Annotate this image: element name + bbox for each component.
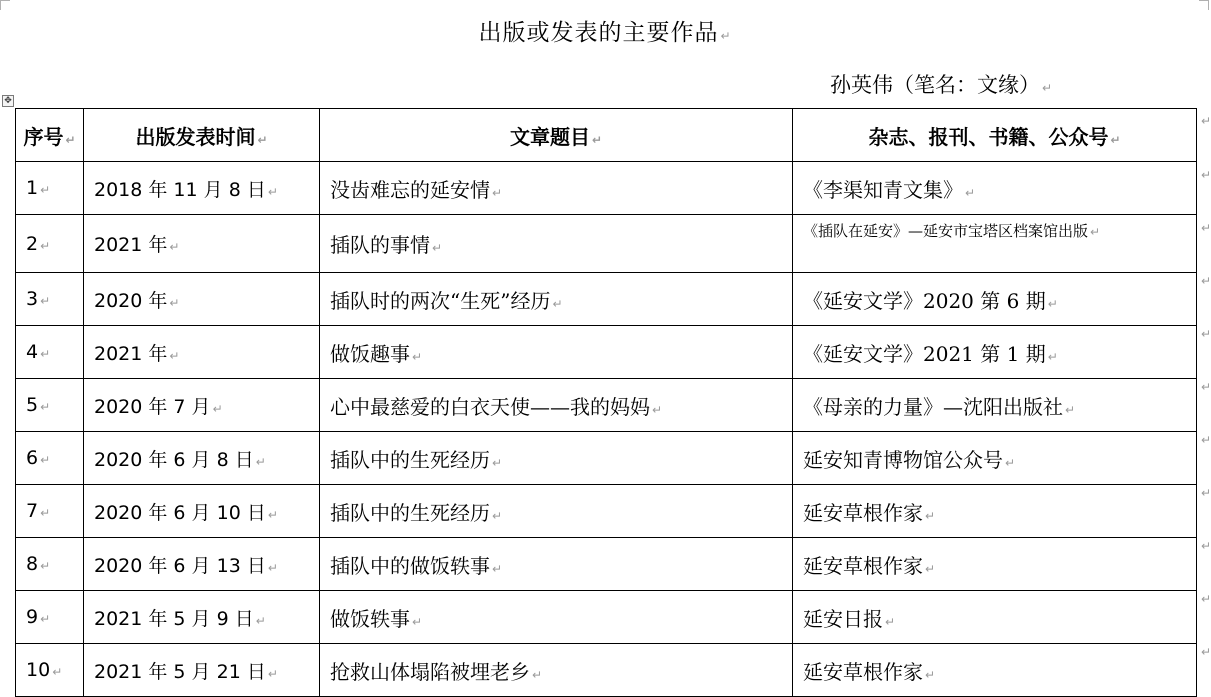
table-row [16, 326, 1197, 379]
header-index[interactable]: 序号 ↵ [16, 109, 84, 162]
paragraph-mark-icon: ↵ [40, 294, 51, 308]
paragraph-mark-icon: ↵ [412, 349, 423, 364]
paragraph-mark-icon: ↵ [591, 132, 603, 147]
table-row [16, 273, 1197, 326]
paragraph-mark-icon: ↵ [925, 561, 936, 576]
paragraph-mark-icon: ↵ [169, 240, 180, 254]
cell-index[interactable]: 8 ↵ [16, 538, 84, 591]
paragraph-mark-icon: ↵ [965, 185, 976, 200]
paragraph-mark-icon: ↵ [40, 347, 51, 361]
cell-publication[interactable]: 延安草根作家 ↵ [793, 538, 1197, 591]
paragraph-mark-icon: ↵ [652, 402, 663, 417]
paragraph-mark-icon: ↵ [1110, 132, 1121, 147]
page-corner-mark-left [0, 0, 10, 10]
document-title[interactable] [0, 14, 1210, 47]
header-title[interactable]: 文章题目 ↵ [320, 109, 793, 162]
cell-publication[interactable]: 延安知青博物馆公众号 ↵ [793, 432, 1197, 485]
cell-index[interactable]: 7 ↵ [16, 485, 84, 538]
table-row [16, 485, 1197, 538]
paragraph-mark-icon: ↵ [885, 614, 896, 629]
cell-index[interactable]: 10 ↵ [16, 644, 84, 697]
cell-date[interactable]: 2020 年 6 月 10 日 ↵ [84, 485, 320, 538]
row-end-mark-icon: ↵ [1201, 486, 1211, 500]
paragraph-mark-icon: ↵ [925, 508, 936, 523]
cell-date[interactable]: 2020 年 7 月 ↵ [84, 379, 320, 432]
header-publication[interactable]: 杂志、报刊、书籍、公众号 ↵ [793, 109, 1197, 162]
paragraph-mark-icon: ↵ [492, 185, 503, 200]
row-end-mark-icon: ↵ [1201, 592, 1211, 606]
table-row [16, 644, 1197, 697]
paragraph-mark-icon: ↵ [267, 507, 278, 522]
cell-publication[interactable]: 延安草根作家 ↵ [793, 644, 1197, 697]
cell-date[interactable]: 2021 年 5 月 9 日 ↵ [84, 591, 320, 644]
paragraph-mark-icon: ↵ [492, 561, 503, 576]
paragraph-mark-icon: ↵ [40, 238, 51, 253]
cell-publication[interactable]: 《延安文学》2020 第 6 期 ↵ [793, 273, 1197, 326]
paragraph-mark-icon: ↵ [1065, 402, 1076, 417]
paragraph-mark-icon: ↵ [257, 132, 268, 147]
paragraph-mark-icon: ↵ [552, 296, 563, 311]
cell-title[interactable]: 抢救山体塌陷被埋老乡 ↵ [320, 644, 793, 697]
paragraph-mark-icon: ↵ [65, 132, 76, 147]
row-end-mark-icon: ↵ [1201, 433, 1211, 447]
paragraph-mark-icon: ↵ [492, 508, 503, 523]
paragraph-mark-icon: ↵ [255, 613, 266, 628]
table-row [16, 215, 1197, 273]
paragraph-mark-icon: ↵ [169, 295, 180, 310]
cell-publication[interactable]: 延安日报 ↵ [793, 591, 1197, 644]
paragraph-mark-icon: ↵ [52, 665, 63, 679]
paragraph-mark-icon: ↵ [1047, 349, 1058, 364]
paragraph-mark-icon: ↵ [40, 183, 51, 197]
cell-title[interactable]: 没齿难忘的延安情 ↵ [320, 162, 793, 215]
cell-date[interactable]: 2021 年 ↵ [84, 215, 320, 273]
cell-publication[interactable]: 延安草根作家 ↵ [793, 485, 1197, 538]
paragraph-mark-icon: ↵ [1042, 81, 1053, 95]
row-end-mark-icon: ↵ [1201, 539, 1211, 553]
works-table [15, 108, 1197, 697]
paragraph-mark-icon: ↵ [212, 401, 223, 416]
paragraph-mark-icon: ↵ [169, 348, 180, 363]
document-title-text: 出版或发表的主要作品 [478, 20, 719, 46]
row-end-mark-icon: ↵ [1201, 221, 1211, 235]
paragraph-mark-icon: ↵ [432, 241, 443, 255]
paragraph-mark-icon: ↵ [412, 614, 423, 629]
paragraph-mark-icon: ↵ [532, 667, 543, 682]
paragraph-mark-icon: ↵ [267, 560, 278, 575]
cell-date[interactable]: 2021 年 ↵ [84, 326, 320, 379]
paragraph-mark-icon: ↵ [40, 453, 51, 467]
cell-date[interactable]: 2020 年 6 月 8 日 ↵ [84, 432, 320, 485]
paragraph-mark-icon: ↵ [40, 506, 51, 520]
paragraph-mark-icon: ↵ [267, 184, 278, 199]
cell-publication[interactable]: 《延安文学》2021 第 1 期 ↵ [793, 326, 1197, 379]
table-row [16, 379, 1197, 432]
cell-title[interactable]: 做饭轶事 ↵ [320, 591, 793, 644]
paragraph-mark-icon: ↵ [40, 400, 51, 414]
cell-date[interactable]: 2020 年 6 月 13 日 ↵ [84, 538, 320, 591]
row-end-mark-icon: ↵ [1201, 168, 1211, 182]
table-row [16, 432, 1197, 485]
paragraph-mark-icon: ↵ [1090, 225, 1101, 239]
cell-title[interactable]: 做饭趣事 ↵ [320, 326, 793, 379]
cell-index[interactable]: 4 ↵ [16, 326, 84, 379]
paragraph-mark-icon: ↵ [40, 612, 51, 626]
cell-title[interactable]: 插队中的做饭轶事 ↵ [320, 538, 793, 591]
paragraph-mark-icon: ↵ [720, 29, 732, 43]
row-end-mark-icon: ↵ [1201, 114, 1211, 128]
cell-date[interactable]: 2018 年 11 月 8 日 ↵ [84, 162, 320, 215]
cell-title[interactable]: 心中最慈爱的白衣天使——我的妈妈 ↵ [320, 379, 793, 432]
cell-publication[interactable]: 《母亲的力量》—沈阳出版社 ↵ [793, 379, 1197, 432]
author-line[interactable] [830, 69, 1052, 99]
page-corner-mark-right [1199, 0, 1209, 10]
paragraph-mark-icon: ↵ [255, 454, 266, 469]
table-move-handle-icon[interactable]: ✥ [2, 95, 14, 107]
cell-title[interactable]: 插队的事情 ↵ [320, 215, 793, 273]
paragraph-mark-icon: ↵ [1047, 296, 1058, 311]
paragraph-mark-icon: ↵ [267, 666, 278, 681]
cell-index[interactable]: 9 ↵ [16, 591, 84, 644]
author-name: 孙英伟（笔名：文缘） [830, 73, 1040, 97]
row-end-mark-icon: ↵ [1201, 380, 1211, 394]
cell-date[interactable]: 2021 年 5 月 21 日 ↵ [84, 644, 320, 697]
row-end-mark-icon: ↵ [1201, 274, 1211, 288]
row-end-mark-icon: ↵ [1201, 645, 1211, 659]
cell-title[interactable]: 插队中的生死经历 ↵ [320, 432, 793, 485]
paragraph-mark-icon: ↵ [492, 455, 503, 470]
cell-publication[interactable]: 《李渠知青文集》 ↵ [793, 162, 1197, 215]
paragraph-mark-icon: ↵ [925, 667, 936, 682]
cell-publication[interactable]: 《插队在延安》—延安市宝塔区档案馆出版 ↵ [793, 215, 1197, 273]
paragraph-mark-icon: ↵ [40, 559, 51, 573]
cell-index[interactable]: 2 ↵ [16, 215, 84, 273]
header-date[interactable]: 出版发表时间 ↵ [84, 109, 320, 162]
cell-date[interactable]: 2020 年 ↵ [84, 273, 320, 326]
cell-index[interactable]: 3 ↵ [16, 273, 84, 326]
table-row [16, 538, 1197, 591]
table-header-row [16, 109, 1197, 162]
table-row [16, 162, 1197, 215]
cell-index[interactable]: 1 ↵ [16, 162, 84, 215]
paragraph-mark-icon: ↵ [1005, 455, 1016, 470]
cell-title[interactable]: 插队时的两次“生死”经历 ↵ [320, 273, 793, 326]
row-end-mark-icon: ↵ [1201, 327, 1211, 341]
cell-index[interactable]: 5 ↵ [16, 379, 84, 432]
cell-index[interactable]: 6 ↵ [16, 432, 84, 485]
cell-title[interactable]: 插队中的生死经历 ↵ [320, 485, 793, 538]
table-row [16, 591, 1197, 644]
